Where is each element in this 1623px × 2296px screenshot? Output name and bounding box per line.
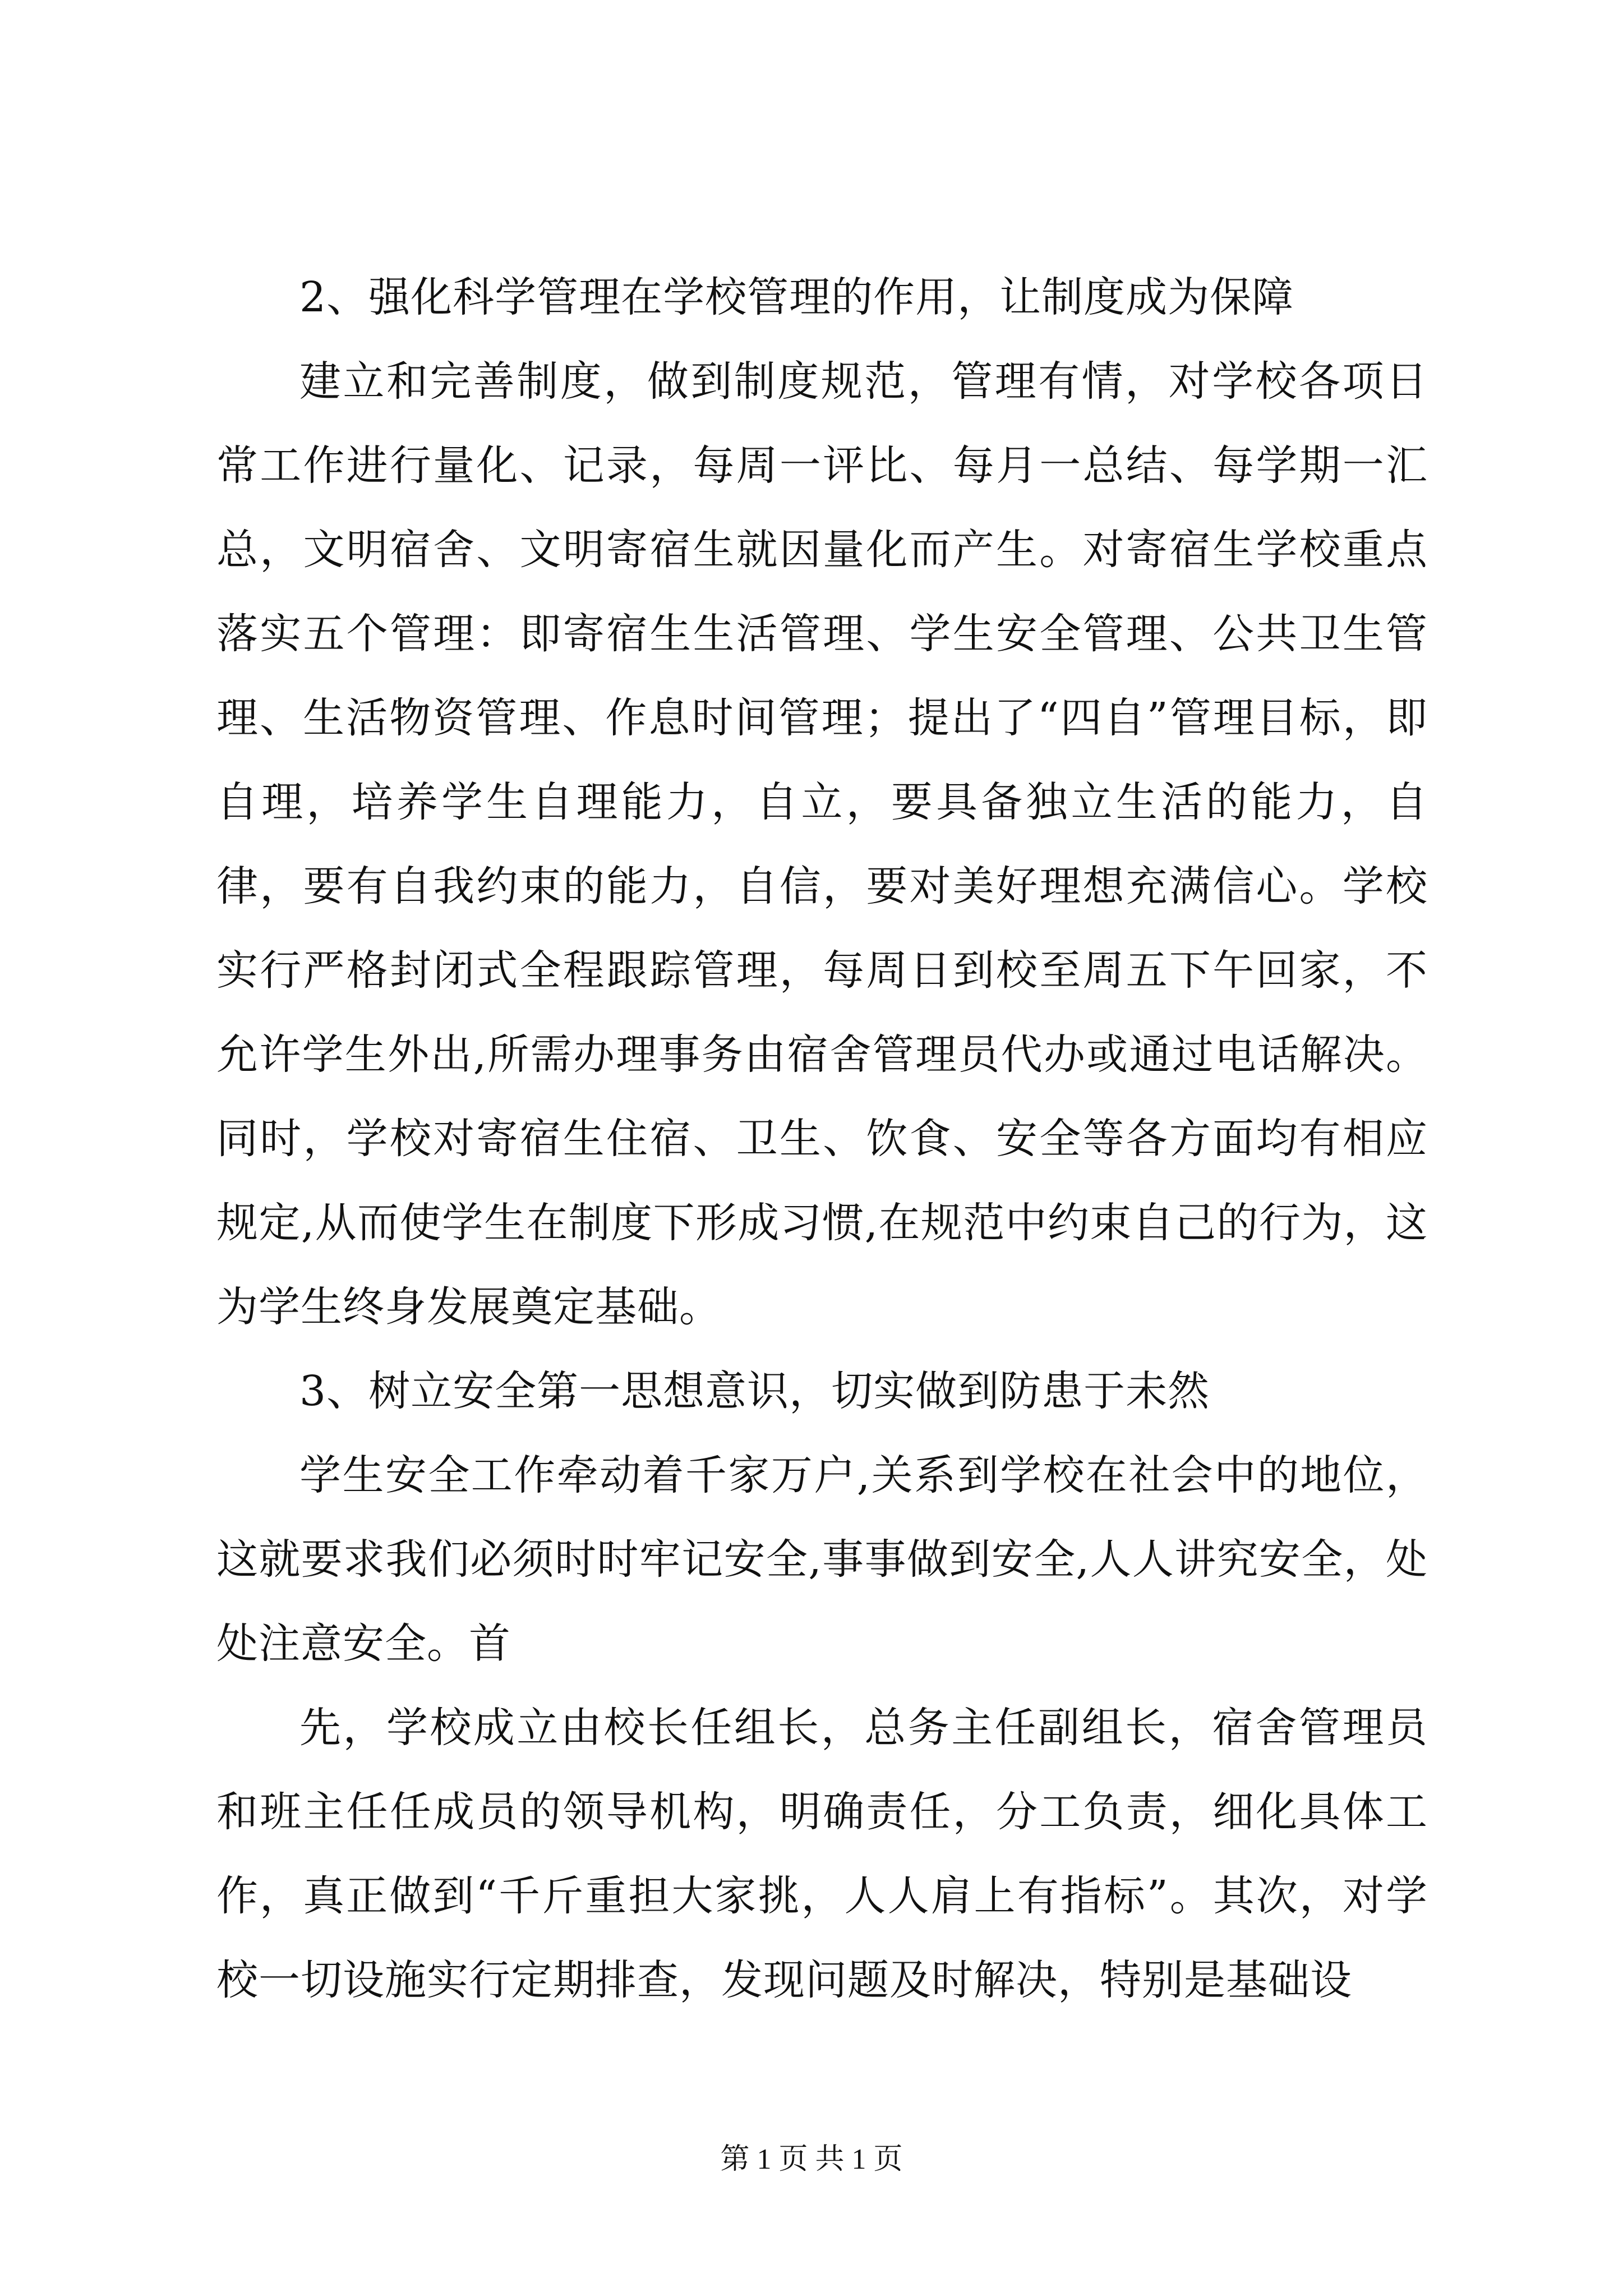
section-heading-3: 3、树立安全第一思想意识，切实做到防患于未然: [299, 1367, 1210, 1415]
section-heading-2: 2、强化科学管理在学校管理的作用，让制度成为保障: [299, 273, 1294, 321]
paragraph-safety-awareness: 学生安全工作牵动着千家万户,关系到学校在社会中的地位，这就要求我们必须时时牢记安全,事事做到安全,人人讲究安全，处处注意安全。首: [216, 1451, 1428, 1668]
page-footer: 第 1 页 共 1 页: [720, 2143, 903, 2175]
document-body: [216, 255, 1428, 2022]
paragraph-management-system: 建立和完善制度，做到制度规范，管理有情，对学校各项日常工作进行量化、记录，每周一评比、每月一总结、每学期一汇总，文明宿舍、文明寄宿生就因量化而产生。对寄宿生学校重点落实五个管理：即寄宿生生活管理、学生安全管理、公共卫生管理、生活物资管理、作息时间管理；提出了“四自”管理目标，即自理，培养学生自理能力，自立，要具备独立生活的能力，自律，要有自我约束的能力，自信，要对美好理想充满信心。学校实行严格封闭式全程跟踪管理，每周日到校至周五下午回家，不允许学生外出,所需办理事务由宿舍管理员代办或通过电话解决。同时，学校对寄宿生住宿、卫生、饮食、安全等各方面均有相应规定,从而使学生在制度下形成习惯,在规范中约束自己的行为，这为学生终身发展奠定基础。: [216, 357, 1428, 1331]
paragraph-safety-measures: 先，学校成立由校长任组长，总务主任副组长，宿舍管理员和班主任任成员的领导机构，明确责任，分工负责，细化具体工作，真正做到“千斤重担大家挑，人人肩上有指标”。其次，对学校一切设施实行定期排查，发现问题及时解决，特别是基础设: [216, 1704, 1428, 2004]
